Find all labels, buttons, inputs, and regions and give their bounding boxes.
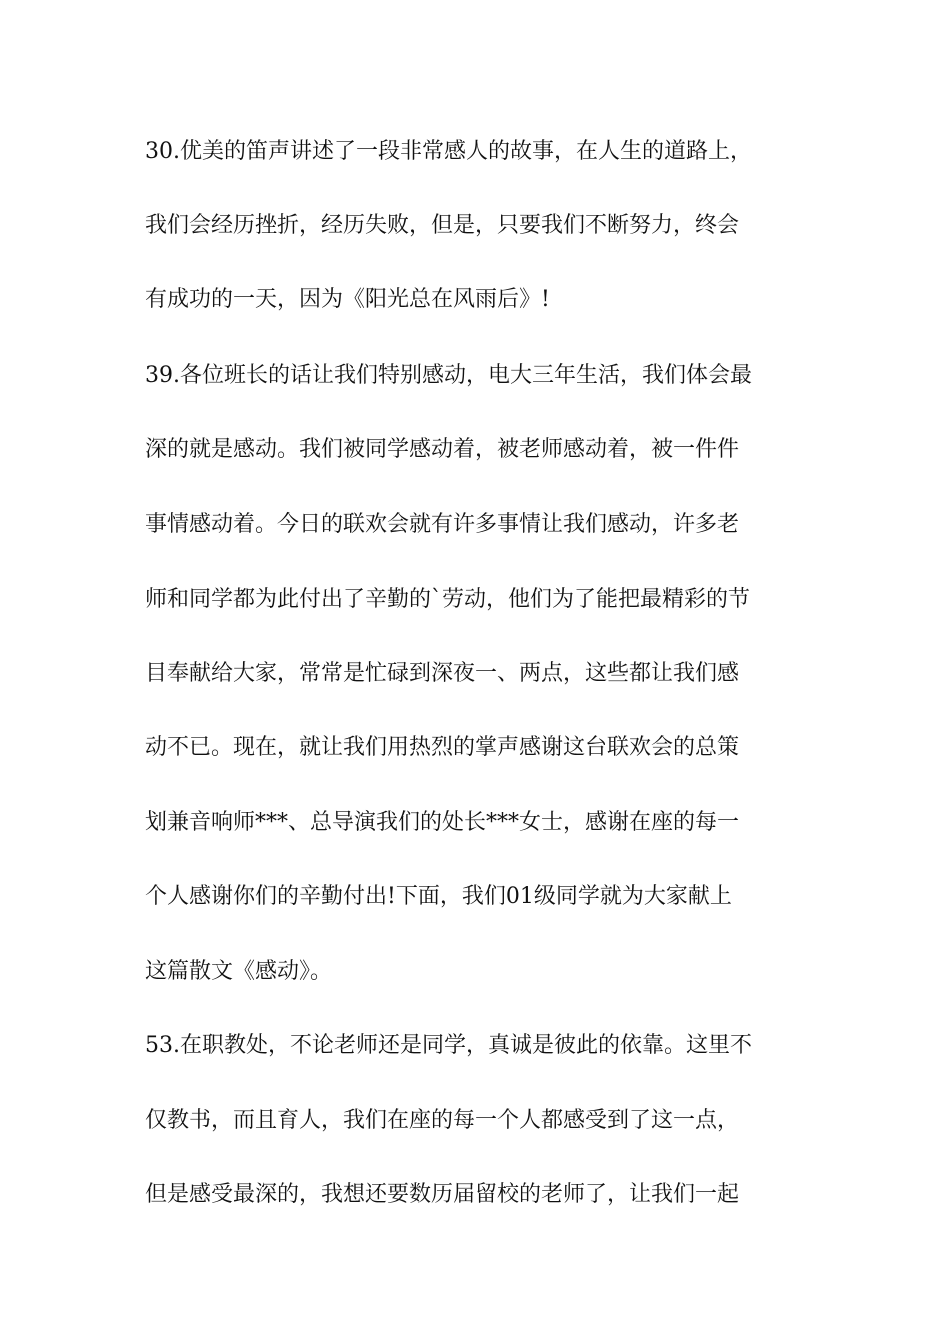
paragraph-53-line-1: 53.在职教处，不论老师还是同学，真诚是彼此的依靠。这里不: [145, 1033, 752, 1058]
paragraph-39-line-8: 个人感谢你们的辛勤付出!下面，我们01级同学就为大家献上: [145, 884, 732, 909]
paragraph-30-line-2: 我们会经历挫折，经历失败，但是，只要我们不断努力，终会: [145, 213, 740, 238]
paragraph-30-line-3: 有成功的一天，因为《阳光总在风雨后》!: [145, 287, 550, 312]
paragraph-39-line-2: 深的就是感动。我们被同学感动着，被老师感动着，被一件件: [145, 437, 740, 462]
paragraph-39-line-7: 划兼音响师***、总导演我们的处长***女士，感谢在座的每一: [145, 810, 740, 835]
paragraph-39-line-5: 目奉献给大家，常常是忙碌到深夜一、两点，这些都让我们感: [145, 661, 740, 686]
paragraph-53-line-2: 仅教书，而且育人，我们在座的每一个人都感受到了这一点，: [145, 1108, 740, 1133]
paragraph-39-line-3: 事情感动着。今日的联欢会就有许多事情让我们感动，许多老: [145, 512, 740, 537]
paragraph-39-line-6: 动不已。现在，就让我们用热烈的掌声感谢这台联欢会的总策: [145, 735, 740, 760]
paragraph-39-line-1: 39.各位班长的话让我们特别感动，电大三年生活，我们体会最: [145, 363, 752, 388]
paragraph-30-line-1: 30.优美的笛声讲述了一段非常感人的故事，在人生的道路上，: [145, 139, 752, 164]
paragraph-39-line-9: 这篇散文《感动》。: [145, 959, 333, 984]
paragraph-53-line-3: 但是感受最深的，我想还要数历届留校的老师了，让我们一起: [145, 1182, 740, 1207]
paragraph-39-line-4: 师和同学都为此付出了辛勤的`劳动，他们为了能把最精彩的节: [145, 587, 751, 612]
